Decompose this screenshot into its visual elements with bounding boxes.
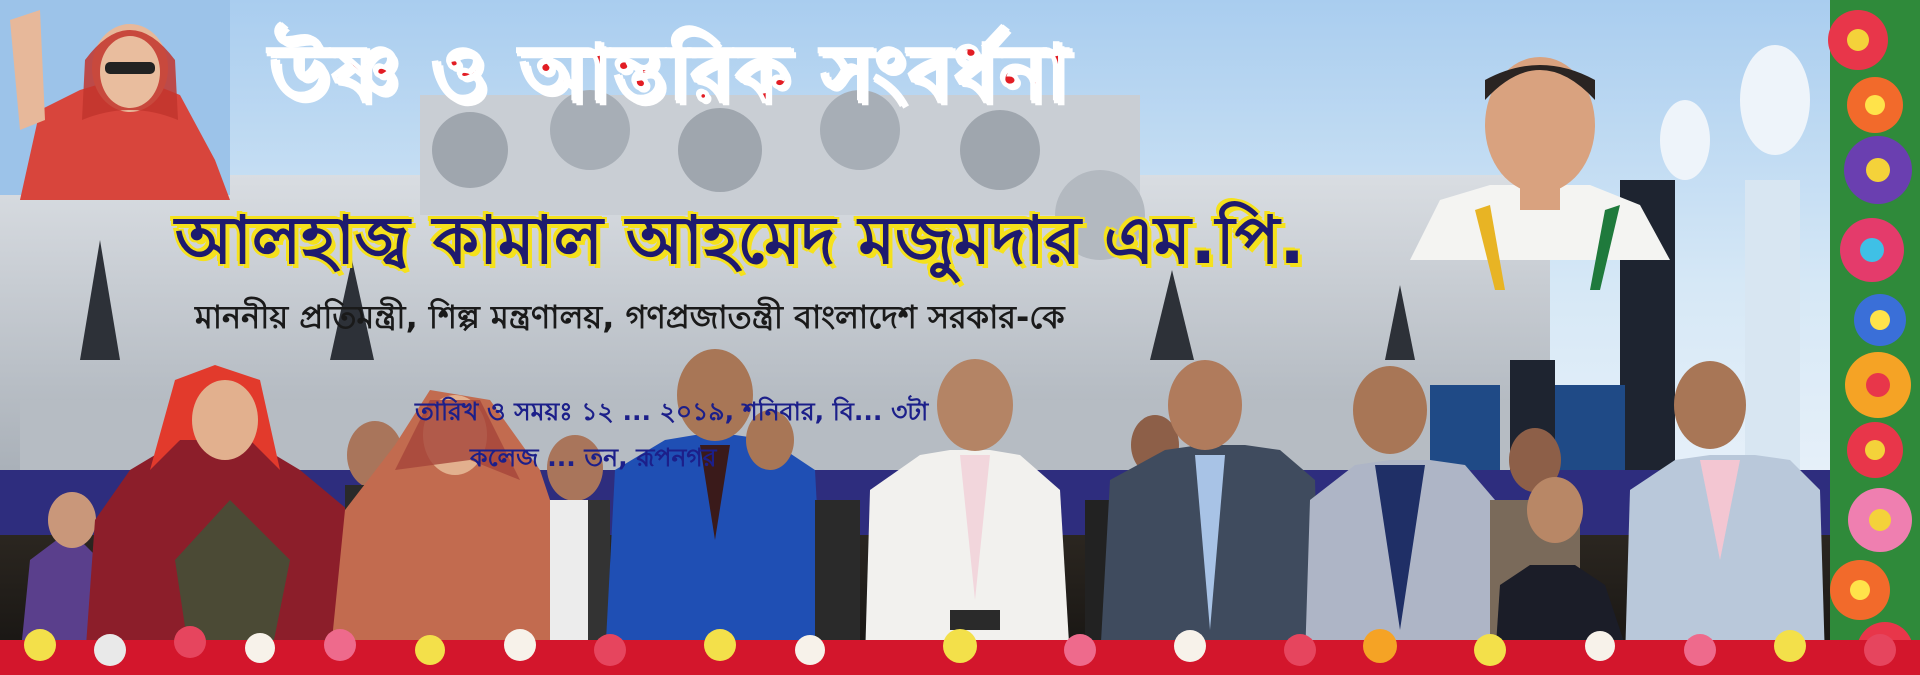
banner-date-line: তারিখ ও সময়ঃ ১২ ... ২০১৯, শনিবার, বি... ৩টা — [415, 397, 929, 426]
banner-headline: উষ্ণ ও আন্তরিক সংবর্ধনা — [270, 30, 1072, 120]
portrait-woman-waving — [0, 0, 230, 200]
flower-icon — [1828, 0, 1920, 675]
banner-honoree-title: মাননীয় প্রতিমন্ত্রী, শিল্প মন্ত্রণালয়, গণপ্রজাতন্ত্রী বাংলাদেশ সরকার-কে — [195, 298, 1065, 336]
banner-venue-line: কলেজ ... তন, রূপনগর — [470, 443, 717, 472]
banner-honoree-name: আলহাজ্ব কামাল আহমেদ মজুমদার এম.পি. — [175, 202, 1305, 279]
